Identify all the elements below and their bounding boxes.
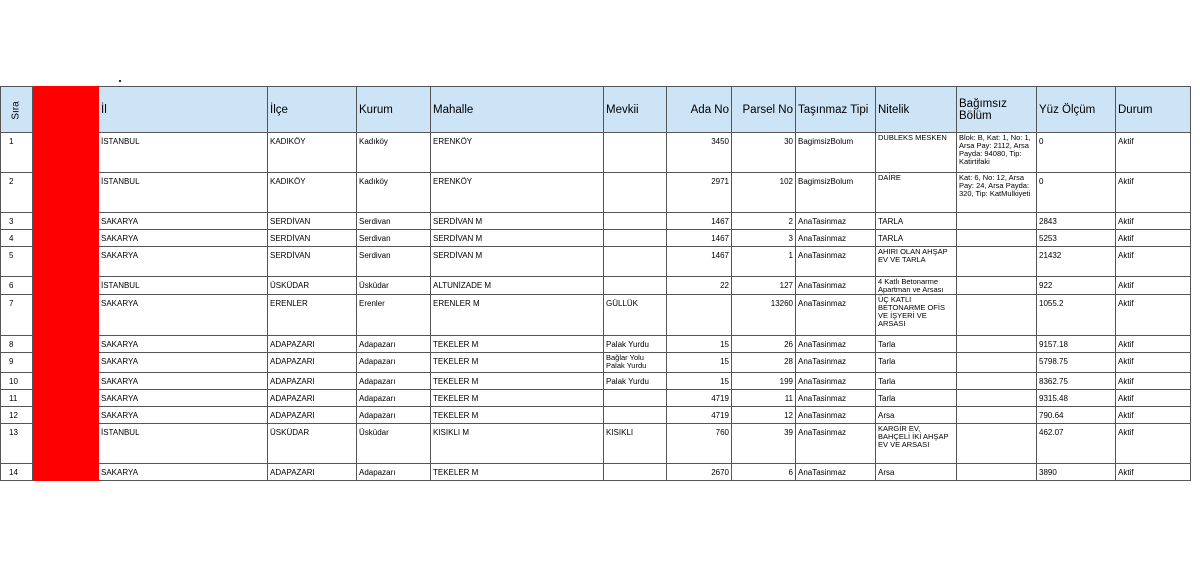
ilce-cell: ADAPAZARI [268, 353, 357, 373]
nitelik-cell: KARGİR EV, BAHÇELİ İKİ AHŞAP EV VE ARSASI [876, 424, 957, 464]
il-cell: SAKARYA [99, 390, 268, 407]
redacted-column-header [33, 87, 99, 133]
bagimsiz-bolum-cell [957, 407, 1037, 424]
table-row [1, 373, 1191, 390]
mahalle-cell: TEKELER M [431, 407, 604, 424]
mevkii-cell: GÜLLÜK [604, 295, 667, 336]
ada-no-cell [667, 295, 732, 336]
ilce-cell: SERDİVAN [268, 213, 357, 230]
tasinmaz-tipi-cell: AnaTasinmaz [796, 373, 876, 390]
yuz-olcum-cell: 0 [1037, 133, 1116, 173]
yuz-olcum-cell: 5253 [1037, 230, 1116, 247]
ilce-cell: ADAPAZARI [268, 373, 357, 390]
col-header-sira: Sıra [1, 87, 33, 133]
bagimsiz-bolum-cell [957, 353, 1037, 373]
row-number: 3 [1, 213, 33, 230]
redacted-cell [33, 424, 99, 464]
durum-cell: Aktif [1116, 173, 1191, 213]
redacted-cell [33, 336, 99, 353]
bagimsiz-bolum-cell [957, 336, 1037, 353]
nitelik-cell: TARLA [876, 230, 957, 247]
bagimsiz-bolum-cell [957, 277, 1037, 295]
redacted-cell [33, 353, 99, 373]
tasinmaz-tipi-cell: AnaTasinmaz [796, 407, 876, 424]
durum-cell: Aktif [1116, 230, 1191, 247]
row-number: 7 [1, 295, 33, 336]
col-header-bagimsiz-bolum: Bağımsız Bölüm [957, 87, 1037, 133]
parsel-no-cell: 11 [732, 390, 796, 407]
bagimsiz-bolum-cell [957, 213, 1037, 230]
nitelik-cell: 4 Katlı Betonarme Apartman ve Arsası [876, 277, 957, 295]
ilce-cell: ÜSKÜDAR [268, 277, 357, 295]
tasinmaz-tipi-cell: AnaTasinmaz [796, 390, 876, 407]
table-row [1, 247, 1191, 277]
mevkii-cell: Palak Yurdu [604, 373, 667, 390]
tasinmaz-tipi-cell: AnaTasinmaz [796, 230, 876, 247]
row-number: 2 [1, 173, 33, 213]
bagimsiz-bolum-cell [957, 247, 1037, 277]
il-cell: SAKARYA [99, 373, 268, 390]
redacted-cell [33, 295, 99, 336]
ilce-cell: KADIKÖY [268, 173, 357, 213]
col-header-mevkii: Mevkii [604, 87, 667, 133]
property-table [0, 86, 1191, 481]
nitelik-cell: ÜÇ KATLI BETONARME OFİS VE İŞYERİ VE ARSASI [876, 295, 957, 336]
parsel-no-cell: 6 [732, 464, 796, 481]
mevkii-cell: Bağlar Yolu Palak Yurdu [604, 353, 667, 373]
ilce-cell: ÜSKÜDAR [268, 424, 357, 464]
nitelik-cell: DUBLEKS MESKEN [876, 133, 957, 173]
parsel-no-cell: 3 [732, 230, 796, 247]
mahalle-cell: ERENKÖY [431, 173, 604, 213]
durum-cell: Aktif [1116, 424, 1191, 464]
il-cell: SAKARYA [99, 464, 268, 481]
nitelik-cell: TARLA [876, 213, 957, 230]
yuz-olcum-cell: 21432 [1037, 247, 1116, 277]
redacted-cell [33, 407, 99, 424]
mahalle-cell: TEKELER M [431, 390, 604, 407]
parsel-no-cell: 2 [732, 213, 796, 230]
parsel-no-cell: 30 [732, 133, 796, 173]
kurum-cell: Serdivan [357, 247, 431, 277]
table-row [1, 336, 1191, 353]
tasinmaz-tipi-cell: AnaTasinmaz [796, 353, 876, 373]
kurum-cell: Serdivan [357, 230, 431, 247]
col-header-durum: Durum [1116, 87, 1191, 133]
mahalle-cell: SERDİVAN M [431, 213, 604, 230]
kurum-cell: Adapazarı [357, 373, 431, 390]
durum-cell: Aktif [1116, 213, 1191, 230]
parsel-no-cell: 12 [732, 407, 796, 424]
ilce-cell: SERDİVAN [268, 230, 357, 247]
table-row [1, 424, 1191, 464]
nitelik-cell: Tarla [876, 373, 957, 390]
bagimsiz-bolum-cell [957, 464, 1037, 481]
ilce-cell: KADIKÖY [268, 133, 357, 173]
kurum-cell: Serdivan [357, 213, 431, 230]
il-cell: İSTANBUL [99, 173, 268, 213]
ilce-cell: ADAPAZARI [268, 407, 357, 424]
mevkii-cell: Palak Yurdu [604, 336, 667, 353]
kurum-cell: Erenler [357, 295, 431, 336]
table-row [1, 390, 1191, 407]
parsel-no-cell: 13260 [732, 295, 796, 336]
yuz-olcum-cell: 462.07 [1037, 424, 1116, 464]
mevkii-cell [604, 213, 667, 230]
row-number: 11 [1, 390, 33, 407]
row-number: 1 [1, 133, 33, 173]
col-header-mahalle: Mahalle [431, 87, 604, 133]
redacted-cell [33, 173, 99, 213]
kurum-cell: Adapazarı [357, 464, 431, 481]
tasinmaz-tipi-cell: AnaTasinmaz [796, 213, 876, 230]
ada-no-cell: 15 [667, 373, 732, 390]
tasinmaz-tipi-cell: BagimsizBolum [796, 173, 876, 213]
ada-no-cell: 1467 [667, 213, 732, 230]
nitelik-cell: Tarla [876, 353, 957, 373]
ada-no-cell: 4719 [667, 407, 732, 424]
il-cell: İSTANBUL [99, 277, 268, 295]
ada-no-cell: 2971 [667, 173, 732, 213]
tasinmaz-tipi-cell: AnaTasinmaz [796, 424, 876, 464]
mahalle-cell: KISIKLI M [431, 424, 604, 464]
ada-no-cell: 1467 [667, 230, 732, 247]
nitelik-cell: AHIRI OLAN AHŞAP EV VE TARLA [876, 247, 957, 277]
col-header-ada-no: Ada No [667, 87, 732, 133]
bagimsiz-bolum-cell [957, 390, 1037, 407]
redacted-cell [33, 373, 99, 390]
ada-no-cell: 2670 [667, 464, 732, 481]
yuz-olcum-cell: 2843 [1037, 213, 1116, 230]
durum-cell: Aktif [1116, 133, 1191, 173]
tasinmaz-tipi-cell: AnaTasinmaz [796, 336, 876, 353]
bagimsiz-bolum-cell [957, 230, 1037, 247]
bagimsiz-bolum-cell: Blok: B, Kat: 1, No: 1, Arsa Pay: 2112, Arsa Payda: 94080, Tip: Katirtifaki [957, 133, 1037, 173]
durum-cell: Aktif [1116, 247, 1191, 277]
durum-cell: Aktif [1116, 373, 1191, 390]
ilce-cell: ERENLER [268, 295, 357, 336]
ada-no-cell: 760 [667, 424, 732, 464]
yuz-olcum-cell: 5798.75 [1037, 353, 1116, 373]
mahalle-cell: ERENKÖY [431, 133, 604, 173]
yuz-olcum-cell: 0 [1037, 173, 1116, 213]
il-cell: SAKARYA [99, 295, 268, 336]
col-header-parsel-no: Parsel No [732, 87, 796, 133]
il-cell: SAKARYA [99, 407, 268, 424]
col-header-kurum: Kurum [357, 87, 431, 133]
redacted-cell [33, 464, 99, 481]
col-header-yuz-olcum: Yüz Ölçüm [1037, 87, 1116, 133]
yuz-olcum-cell: 1055.2 [1037, 295, 1116, 336]
il-cell: SAKARYA [99, 213, 268, 230]
ilce-cell: ADAPAZARI [268, 464, 357, 481]
mahalle-cell: TEKELER M [431, 353, 604, 373]
ilce-cell: SERDİVAN [268, 247, 357, 277]
parsel-no-cell: 199 [732, 373, 796, 390]
row-number: 12 [1, 407, 33, 424]
ada-no-cell: 15 [667, 336, 732, 353]
nitelik-cell: Arsa [876, 407, 957, 424]
mahalle-cell: SERDİVAN M [431, 247, 604, 277]
redacted-cell [33, 213, 99, 230]
parsel-no-cell: 102 [732, 173, 796, 213]
yuz-olcum-cell: 3890 [1037, 464, 1116, 481]
durum-cell: Aktif [1116, 295, 1191, 336]
col-header-nitelik: Nitelik [876, 87, 957, 133]
yuz-olcum-cell: 922 [1037, 277, 1116, 295]
row-number: 14 [1, 464, 33, 481]
row-number: 10 [1, 373, 33, 390]
parsel-no-cell: 26 [732, 336, 796, 353]
table-row [1, 173, 1191, 213]
il-cell: SAKARYA [99, 247, 268, 277]
row-number: 4 [1, 230, 33, 247]
mevkii-cell [604, 133, 667, 173]
yuz-olcum-cell: 9315.48 [1037, 390, 1116, 407]
tasinmaz-tipi-cell: AnaTasinmaz [796, 247, 876, 277]
il-cell: SAKARYA [99, 353, 268, 373]
mahalle-cell: TEKELER M [431, 336, 604, 353]
row-number: 8 [1, 336, 33, 353]
il-cell: İSTANBUL [99, 424, 268, 464]
redacted-cell [33, 230, 99, 247]
table-row [1, 277, 1191, 295]
col-header-tasinmaz-tipi: Taşınmaz Tipi [796, 87, 876, 133]
ada-no-cell: 22 [667, 277, 732, 295]
parsel-no-cell: 127 [732, 277, 796, 295]
bagimsiz-bolum-cell [957, 424, 1037, 464]
redacted-cell [33, 247, 99, 277]
table-row [1, 213, 1191, 230]
table-row [1, 464, 1191, 481]
durum-cell: Aktif [1116, 353, 1191, 373]
kurum-cell: Üsküdar [357, 277, 431, 295]
durum-cell: Aktif [1116, 390, 1191, 407]
row-number: 6 [1, 277, 33, 295]
table-row [1, 230, 1191, 247]
mevkii-cell [604, 464, 667, 481]
parsel-no-cell: 28 [732, 353, 796, 373]
mahalle-cell: TEKELER M [431, 464, 604, 481]
bagimsiz-bolum-cell: Kat: 6, No: 12, Arsa Pay: 24, Arsa Payda: 320, Tip: KatMulkiyeti [957, 173, 1037, 213]
parsel-no-cell: 1 [732, 247, 796, 277]
tasinmaz-tipi-cell: AnaTasinmaz [796, 295, 876, 336]
tasinmaz-tipi-cell: AnaTasinmaz [796, 464, 876, 481]
ilce-cell: ADAPAZARI [268, 336, 357, 353]
kurum-cell: Kadıköy [357, 173, 431, 213]
il-cell: SAKARYA [99, 336, 268, 353]
row-number: 13 [1, 424, 33, 464]
ada-no-cell: 1467 [667, 247, 732, 277]
yuz-olcum-cell: 9157.18 [1037, 336, 1116, 353]
ada-no-cell: 3450 [667, 133, 732, 173]
kurum-cell: Adapazarı [357, 336, 431, 353]
bagimsiz-bolum-cell [957, 373, 1037, 390]
nitelik-cell: Arsa [876, 464, 957, 481]
yuz-olcum-cell: 790.64 [1037, 407, 1116, 424]
col-header-ilce: İlçe [268, 87, 357, 133]
row-number: 9 [1, 353, 33, 373]
redacted-cell [33, 390, 99, 407]
kurum-cell: Adapazarı [357, 353, 431, 373]
mevkii-cell [604, 247, 667, 277]
bagimsiz-bolum-cell [957, 295, 1037, 336]
durum-cell: Aktif [1116, 277, 1191, 295]
ilce-cell: ADAPAZARI [268, 390, 357, 407]
tasinmaz-tipi-cell: AnaTasinmaz [796, 277, 876, 295]
table-row [1, 353, 1191, 373]
il-cell: İSTANBUL [99, 133, 268, 173]
mevkii-cell [604, 173, 667, 213]
col-header-il: İl [99, 87, 268, 133]
redacted-cell [33, 133, 99, 173]
kurum-cell: Üsküdar [357, 424, 431, 464]
tasinmaz-tipi-cell: BagimsizBolum [796, 133, 876, 173]
table-row [1, 295, 1191, 336]
kurum-cell: Adapazarı [357, 390, 431, 407]
ada-no-cell: 15 [667, 353, 732, 373]
table-row [1, 133, 1191, 173]
kurum-cell: Adapazarı [357, 407, 431, 424]
parsel-no-cell: 39 [732, 424, 796, 464]
ada-no-cell: 4719 [667, 390, 732, 407]
mahalle-cell: TEKELER M [431, 373, 604, 390]
mevkii-cell [604, 390, 667, 407]
mevkii-cell [604, 407, 667, 424]
mevkii-cell [604, 277, 667, 295]
nitelik-cell: DAİRE [876, 173, 957, 213]
durum-cell: Aktif [1116, 336, 1191, 353]
il-cell: SAKARYA [99, 230, 268, 247]
stray-mark [119, 80, 121, 82]
mahalle-cell: SERDİVAN M [431, 230, 604, 247]
mevkii-cell [604, 230, 667, 247]
durum-cell: Aktif [1116, 407, 1191, 424]
table-row [1, 407, 1191, 424]
nitelik-cell: Tarla [876, 336, 957, 353]
yuz-olcum-cell: 8362.75 [1037, 373, 1116, 390]
mahalle-cell: ERENLER M [431, 295, 604, 336]
mevkii-cell: KISIKLI [604, 424, 667, 464]
header-row [1, 87, 1191, 133]
redacted-cell [33, 277, 99, 295]
mahalle-cell: ALTUNİZADE M [431, 277, 604, 295]
kurum-cell: Kadıköy [357, 133, 431, 173]
nitelik-cell: Tarla [876, 390, 957, 407]
durum-cell: Aktif [1116, 464, 1191, 481]
row-number: 5 [1, 247, 33, 277]
